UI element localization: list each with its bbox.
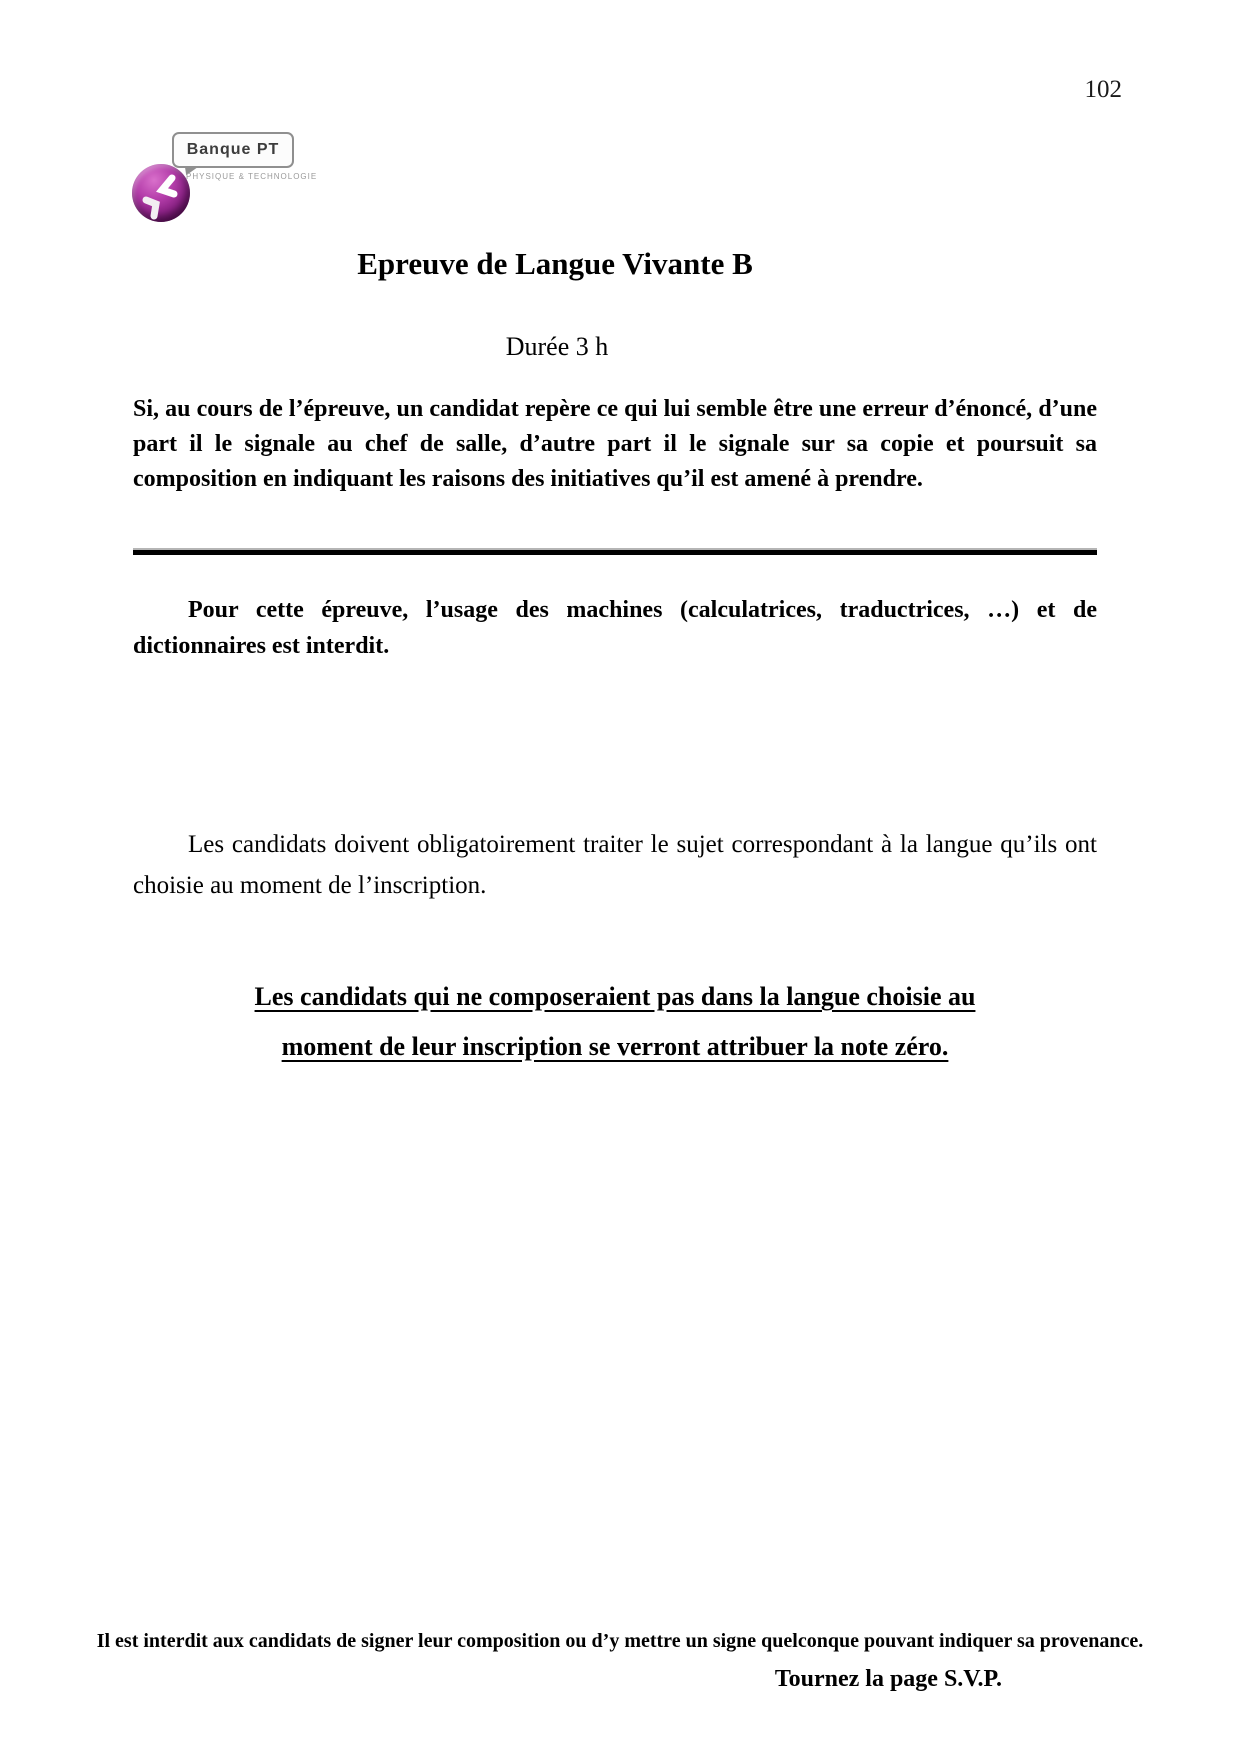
logo-brand-text: Banque PT bbox=[186, 141, 280, 158]
zero-grade-warning-line1: Les candidats qui ne composeraient pas dans la langue choisie au bbox=[254, 982, 976, 1011]
banque-pt-logo bbox=[130, 128, 318, 228]
language-requirement-paragraph: Les candidats doivent obligatoirement traiter le sujet correspondant à la langue qu’ils ont choisie au moment de l’inscription. bbox=[133, 831, 1097, 899]
page-number: 102 bbox=[1084, 76, 1122, 103]
error-notice-paragraph: Si, au cours de l’épreuve, un candidat repère ce qui lui semble être une erreur d’énoncé, d’une part il le signale au chef de salle, d’autre part il le signale sur sa copie et poursuit sa composition en indiquant les raisons des initiatives qu’il est amené à prendre. bbox=[133, 396, 1097, 492]
document-title: Epreuve de Langue Vivante B bbox=[357, 246, 753, 281]
zero-grade-warning-line2: moment de leur inscription se verront attribuer la note zéro. bbox=[281, 1032, 949, 1061]
horizontal-divider bbox=[133, 548, 1097, 555]
exam-duration: Durée 3 h bbox=[505, 332, 609, 361]
no-machines-paragraph: Pour cette épreuve, l’usage des machines (calculatrices, traductrices, …) et de dictionnaires est interdit. bbox=[133, 597, 1097, 659]
turn-page-instruction: Tournez la page S.V.P. bbox=[774, 1666, 1002, 1692]
logo-subtitle: PHYSIQUE & TECHNOLOGIE bbox=[186, 172, 318, 181]
logo-brand-bubble bbox=[172, 132, 294, 168]
banque-pt-sphere-icon bbox=[132, 164, 190, 222]
zero-grade-warning bbox=[133, 982, 1097, 1062]
sphere-arrows-icon bbox=[132, 164, 190, 222]
no-signature-notice: Il est interdit aux candidats de signer leur composition ou d’y mettre un signe quelconque pouvant indiquer sa provenance. bbox=[96, 1630, 1144, 1652]
